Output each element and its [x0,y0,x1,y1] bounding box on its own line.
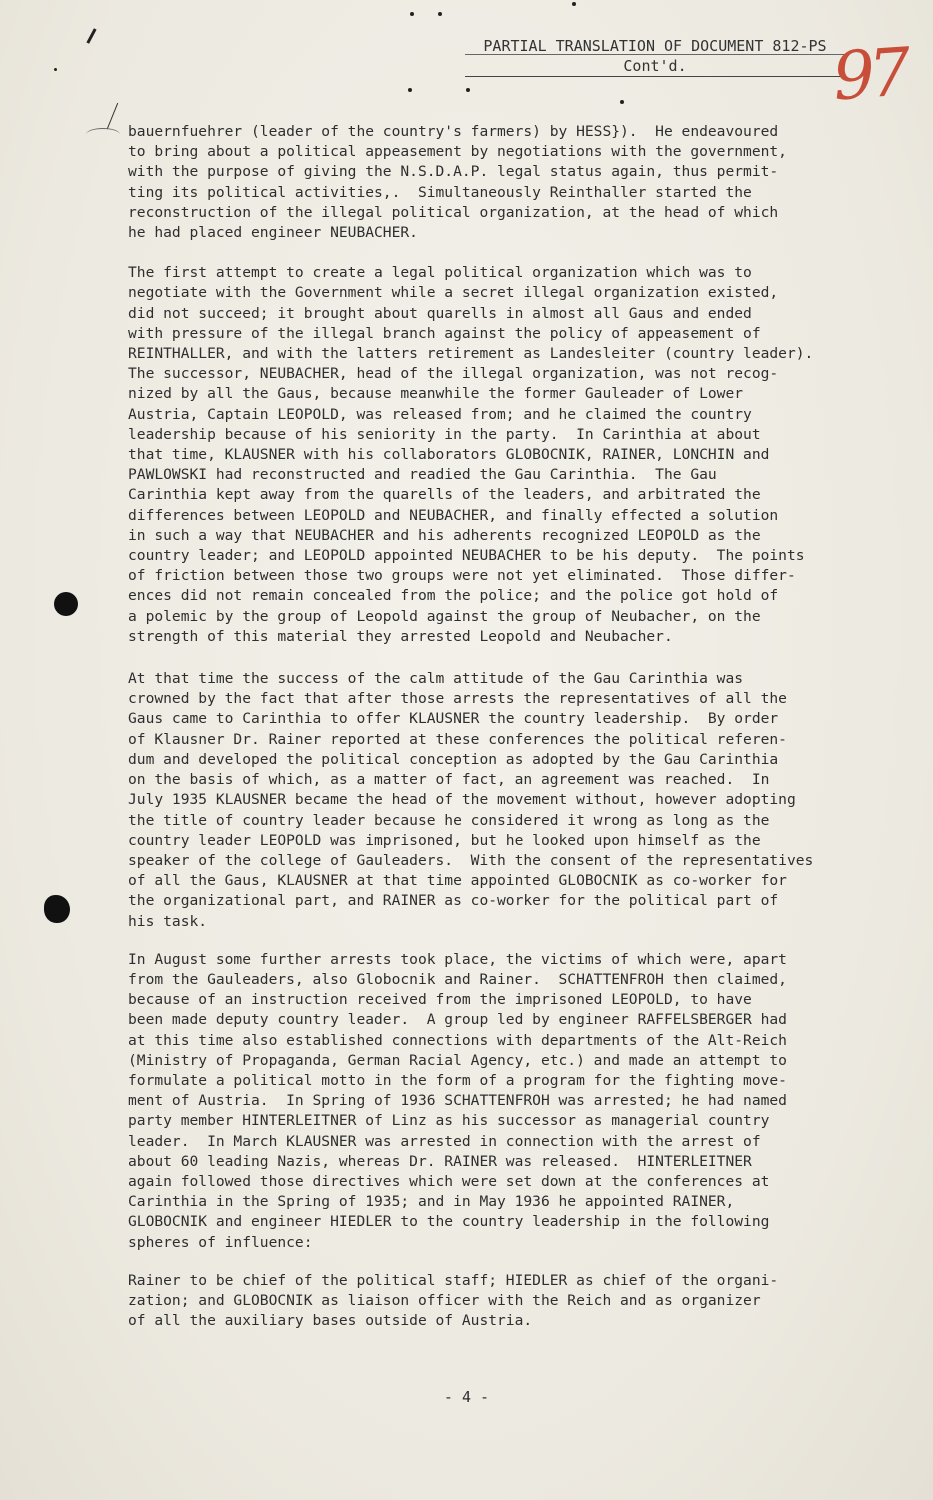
header-rule [465,76,845,77]
paper-speck [620,100,624,104]
text-line: of all the Gaus, KLAUSNER at that time appointed GLOBOCNIK as co-worker for [128,872,787,890]
text-line: Austria, Captain LEOPOLD, was released from; and he claimed the country [128,405,752,423]
text-line: PAWLOWSKI had reconstructed and readied the Gau Carinthia. The Gau [128,466,717,484]
text-line: country leader; and LEOPOLD appointed NEUBACHER to be his deputy. The points [128,547,805,565]
text-line: Gaus came to Carinthia to offer KLAUSNER the country leadership. By order [128,710,779,728]
text-line: GLOBOCNIK and engineer HIEDLER to the country leadership in the following [128,1213,770,1231]
paper-speck [410,12,414,16]
text-line: with the purpose of giving the N.S.D.A.P. legal status again, thus permit- [128,163,779,181]
text-line: that time, KLAUSNER with his collaborators GLOBOCNIK, RAINER, LONCHIN and [128,446,770,464]
text-line: formulate a political motto in the form of a program for the fighting move- [128,1071,787,1089]
text-line: The successor, NEUBACHER, head of the illegal organization, was not recog- [128,365,779,383]
text-line: with pressure of the illegal branch against the policy of appeasement of [128,324,761,342]
text-line: of Klausner Dr. Rainer reported at these conferences the political referen- [128,730,787,748]
punch-hole [44,895,70,923]
text-line: to bring about a political appeasement by negotiations with the government, [128,143,787,161]
text-line: negotiate with the Government while a secret illegal organization existed, [128,284,779,302]
text-line: crowned by the fact that after those arrests the representatives of all the [128,690,787,708]
text-line: the title of country leader because he considered it wrong as long as the [128,811,770,829]
text-line: The first attempt to create a legal political organization which was to [128,264,752,282]
paragraph [128,950,888,1253]
text-line: a polemic by the group of Leopold against the group of Neubacher, on the [128,607,761,625]
text-line: from the Gauleaders, also Globocnik and Rainer. SCHATTENFROH then claimed, [128,970,787,988]
text-line: dum and developed the political conception as adopted by the Gau Carinthia [128,750,779,768]
text-line: leader. In March KLAUSNER was arrested in connection with the arrest of [128,1132,761,1150]
text-line: July 1935 KLAUSNER became the head of the movement without, however adopting [128,791,796,809]
document-header [465,36,845,76]
text-line: his task. [128,912,208,930]
text-line: (Ministry of Propaganda, German Racial Agency, etc.) and made an attempt to [128,1051,787,1069]
header-subtitle: Cont'd. [623,57,687,75]
page-footer-number: - 4 - [443,1388,490,1406]
ink-mark [86,28,96,44]
text-line: about 60 leading Nazis, whereas Dr. RAINER was released. HINTERLEITNER [128,1152,752,1170]
margin-pencil-stroke [107,103,118,129]
text-line: Carinthia in the Spring of 1935; and in May 1936 he appointed RAINER, [128,1193,735,1211]
text-line: leadership because of his seniority in the party. In Carinthia at about [128,425,761,443]
text-line: again followed those directives which were set down at the conferences at [128,1172,770,1190]
text-line: of all the auxiliary bases outside of Austria. [128,1312,533,1330]
text-line: in such a way that NEUBACHER and his adherents recognized LEOPOLD as the [128,526,761,544]
paragraph [128,122,888,243]
text-line: he had placed engineer NEUBACHER. [128,224,418,242]
text-line: Carinthia kept away from the quarells of the leaders, and arbitrated the [128,486,761,504]
text-line: REINTHALLER, and with the latters retirement as Landesleiter (country leader). [128,345,814,363]
text-line: ting its political activities,. Simultaneously Reinthaller started the [128,183,752,201]
text-line: party member HINTERLEITNER of Linz as his successor as managerial country [128,1112,770,1130]
text-line: nized by all the Gaus, because meanwhile the former Gauleader of Lower [128,385,744,403]
text-line: spheres of influence: [128,1233,313,1251]
text-line: In August some further arrests took place, the victims of which were, apart [128,950,787,968]
header-title: PARTIAL TRANSLATION OF DOCUMENT 812-PS [483,37,827,55]
text-line: ment of Austria. In Spring of 1936 SCHATTENFROH was arrested; he had named [128,1092,787,1110]
text-line: differences between LEOPOLD and NEUBACHER, and finally effected a solution [128,506,779,524]
text-line: because of an instruction received from the imprisoned LEOPOLD, to have [128,991,752,1009]
paragraph [128,1271,888,1332]
paper-speck [408,88,412,92]
paper-speck [572,2,576,6]
handwritten-page-number: 97 [830,33,908,116]
text-line: reconstruction of the illegal political organization, at the head of which [128,203,779,221]
margin-pencil-bracket [86,128,120,141]
text-line: at this time also established connections with departments of the Alt-Reich [128,1031,787,1049]
text-line: speaker of the college of Gauleaders. With the consent of the representatives [128,851,814,869]
text-line: country leader LEOPOLD was imprisoned, but he looked upon himself as the [128,831,761,849]
text-line: did not succeed; it brought about quarells in almost all Gaus and ended [128,304,752,322]
text-line: At that time the success of the calm attitude of the Gau Carinthia was [128,670,744,688]
text-line: ences did not remain concealed from the police; and the police got hold of [128,587,779,605]
text-line: on the basis of which, as a matter of fact, an agreement was reached. In [128,771,770,789]
paper-speck [438,12,442,16]
text-line: the organizational part, and RAINER as co-worker for the political part of [128,892,779,910]
paragraph [128,263,888,647]
text-line: of friction between those two groups were not yet eliminated. Those differ- [128,567,796,585]
body-text [128,122,888,1351]
text-line: been made deputy country leader. A group led by engineer RAFFELSBERGER had [128,1011,787,1029]
text-line: zation; and GLOBOCNIK as liaison officer with the Reich and as organizer [128,1291,761,1309]
paper-speck [466,88,470,92]
paper-speck [54,68,57,71]
text-line: bauernfuehrer (leader of the country's farmers) by HESS}). He endeavoured [128,123,779,140]
text-line: Rainer to be chief of the political staff; HIEDLER as chief of the organi- [128,1271,779,1289]
header-rule-top [465,54,845,55]
paragraph [128,669,888,932]
text-line: strength of this material they arrested Leopold and Neubacher. [128,627,673,645]
punch-hole [54,592,78,616]
